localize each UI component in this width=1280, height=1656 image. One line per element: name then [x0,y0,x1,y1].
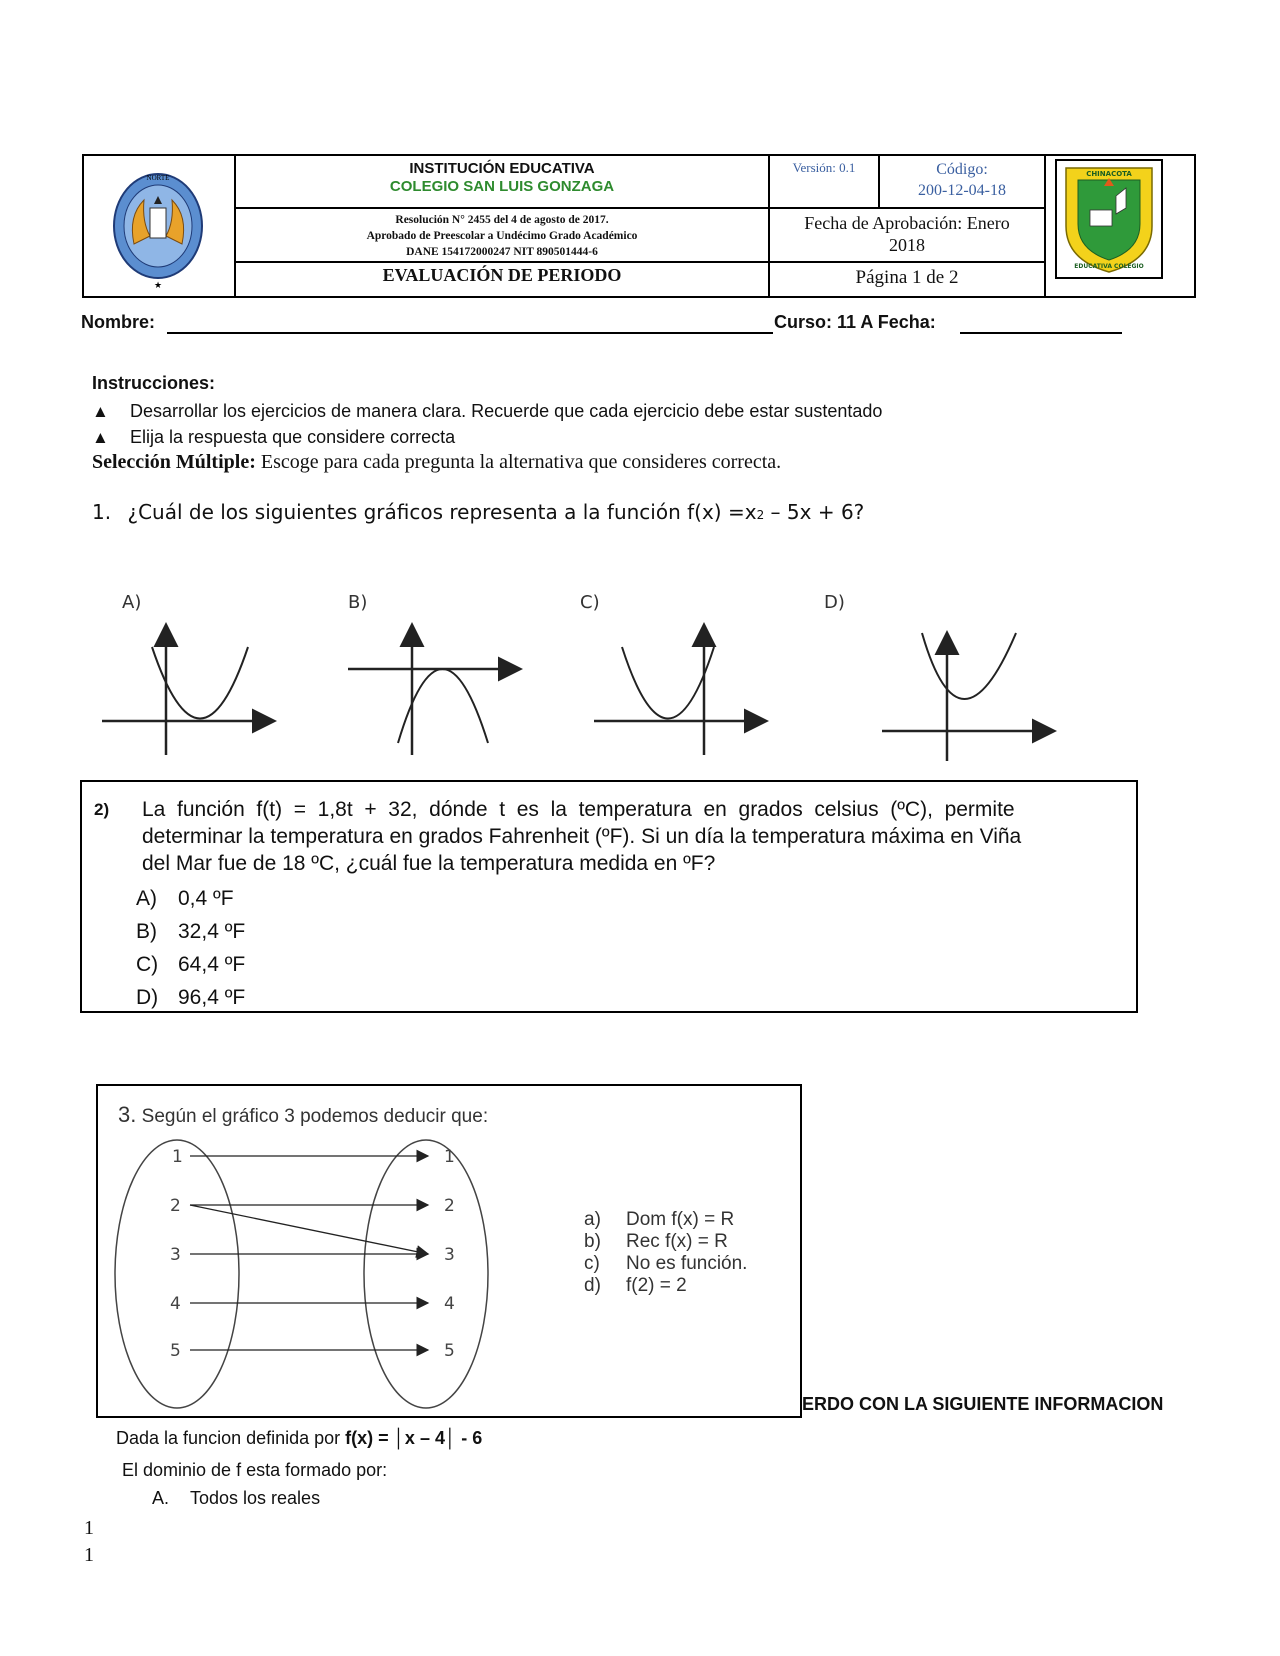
question-2-line: La función f(t) = 1,8t + 32, dónde t es la temperatura en grados celsius (ºC), permite [142,798,1015,821]
option-text: f(2) = 2 [626,1275,687,1296]
nombre-field[interactable] [167,332,773,334]
option[interactable] [152,1488,320,1509]
question-2-box [80,780,1138,1013]
question-number: 1. [92,500,112,524]
instruction-text: Elija la respuesta que considere correcta [130,427,456,447]
question-3-options [584,1209,747,1297]
triangle-bullet-icon: ▲ [92,402,109,421]
fecha-field[interactable] [960,332,1122,334]
evaluation-title: EVALUACIÓN DE PERIODO [382,265,622,285]
option[interactable] [584,1253,747,1275]
option-letter: A) [136,887,157,910]
option[interactable] [584,1275,747,1297]
page-number: Página 1 de 2 [855,267,959,288]
codigo-label: Código: [936,161,988,178]
option-text: Rec f(x) = R [626,1231,728,1252]
option-letter: a) [584,1209,601,1230]
question-3-box [96,1084,802,1418]
question-2-line: determinar la temperatura en grados Fahrenheit (ºF). Si un día la temperatura máxima en Viña [142,825,1022,848]
question-1 [92,500,864,524]
nombre-label: Nombre: [81,312,156,332]
question-3-text: Según el gráfico 3 podemos deducir que: [141,1106,489,1127]
institution-line2: COLEGIO SAN LUIS GONZAGA [389,178,615,195]
school-shield [1046,156,1194,296]
option[interactable] [584,1231,747,1253]
approval-date-line1: Fecha de Aprobación: Enero [804,213,1010,233]
domain-label: 4 [170,1294,181,1314]
department-seal [84,156,234,296]
option-letter: c) [584,1253,600,1274]
option[interactable] [136,915,245,948]
seleccion-label: Selección Múltiple: [92,451,256,473]
option-letter: d) [584,1275,601,1296]
curso-fecha-label: Curso: 11 A Fecha: [774,312,936,332]
codigo-value: 200-12-04-18 [918,182,1006,199]
range-label: 3 [444,1245,455,1265]
shield-text-top: CHINACOTA [1086,170,1132,178]
footer-number: 1 [84,1517,94,1539]
graph-a [102,627,272,755]
question-1-text: ¿Cuál de los siguientes gráficos representa a la función f(x) =x [127,500,757,524]
option-text: 96,4 ºF [178,986,246,1009]
instruction-text: Desarrollar los ejercicios de manera clara. Recuerde que cada ejercicio debe estar sustentado [130,401,883,421]
footer-numbers [84,1515,94,1569]
resolution-block [236,210,768,261]
exponent: 2 [756,508,765,522]
graph-label-b: B) [348,592,368,613]
question-3-prompt [118,1102,488,1128]
range-label: 4 [444,1294,455,1314]
question-1-text-end: – 5x + 6? [764,500,865,524]
footer-number: 1 [84,1544,94,1566]
seleccion-multiple-line [92,451,781,474]
graph-label-c: C) [580,592,600,613]
mapping-diagram [98,1136,518,1416]
option[interactable] [584,1209,747,1231]
mapping-arrow [190,1205,428,1254]
instruction-item [92,401,883,422]
option-letter: b) [584,1231,601,1252]
question-2-line: del Mar fue de 18 ºC, ¿cuál fue la temperatura medida en ºF? [142,852,716,875]
resolution-line3: DANE 154172000247 NIT 890501444-6 [406,246,598,258]
option[interactable] [136,948,245,981]
option-text: 0,4 ºF [178,887,234,910]
institution-line1: INSTITUCIÓN EDUCATIVA [409,160,595,177]
option-text: No es función. [626,1253,748,1274]
graph-d [882,633,1052,761]
graph-b [348,627,518,755]
codigo-block [880,158,1044,207]
range-label: 2 [444,1196,455,1216]
domain-label: 3 [170,1245,181,1265]
graph-c [594,627,764,755]
graph-label-a: A) [122,592,142,613]
domain-label: 1 [172,1147,183,1167]
header-table [82,154,1196,298]
version-label: Versión: 0.1 [792,160,856,175]
q4-def-prefix: Dada la funcion definida por [116,1428,346,1448]
question-2-text [142,796,1122,877]
svg-text:★: ★ [153,280,163,290]
option-letter: A. [152,1488,170,1508]
institution-name [236,158,768,207]
option[interactable] [136,981,245,1014]
instruction-item [92,427,456,448]
q1-graphs [90,585,1070,765]
domain-label: 5 [170,1341,181,1361]
question-number: 2) [94,800,110,819]
question-2-options [136,882,245,1014]
graph-label-d: D) [824,592,845,613]
domain-label: 2 [170,1196,181,1216]
q4-def-function: f(x) = │x – 4│ - 6 [345,1428,483,1448]
option-letter: B) [136,920,157,943]
approval-date [770,210,1044,261]
approval-date-line2: 2018 [889,235,925,255]
q4-heading-text: ERDO CON LA SIGUIENTE INFORMACION [802,1394,1164,1414]
resolution-line2: Aprobado de Preescolar a Undécimo Grado Académico [366,230,638,242]
q4-dominio: El dominio de f esta formado por: [122,1460,388,1480]
seleccion-text: Escoge para cada pregunta la alternativa que consideres correcta. [255,451,782,473]
option-text: 32,4 ºF [178,920,246,943]
option-letter: D) [136,986,159,1009]
option-letter: C) [136,953,159,976]
q4-definition [116,1428,482,1449]
range-label: 5 [444,1341,455,1361]
seal-text-top: NORTE [146,174,170,182]
triangle-bullet-icon: ▲ [92,428,109,447]
question-number: 3. [118,1102,137,1127]
shield-text-bottom: EDUCATIVA COLEGIO [1074,263,1144,270]
option-text: Todos los reales [190,1488,321,1508]
option-text: Dom f(x) = R [626,1209,735,1230]
resolution-line1: Resolución N° 2455 del 4 de agosto de 2017. [395,214,609,226]
range-label: 1 [444,1147,455,1167]
instructions-title: Instrucciones: [92,373,216,393]
option[interactable] [136,882,245,915]
option-text: 64,4 ºF [178,953,246,976]
